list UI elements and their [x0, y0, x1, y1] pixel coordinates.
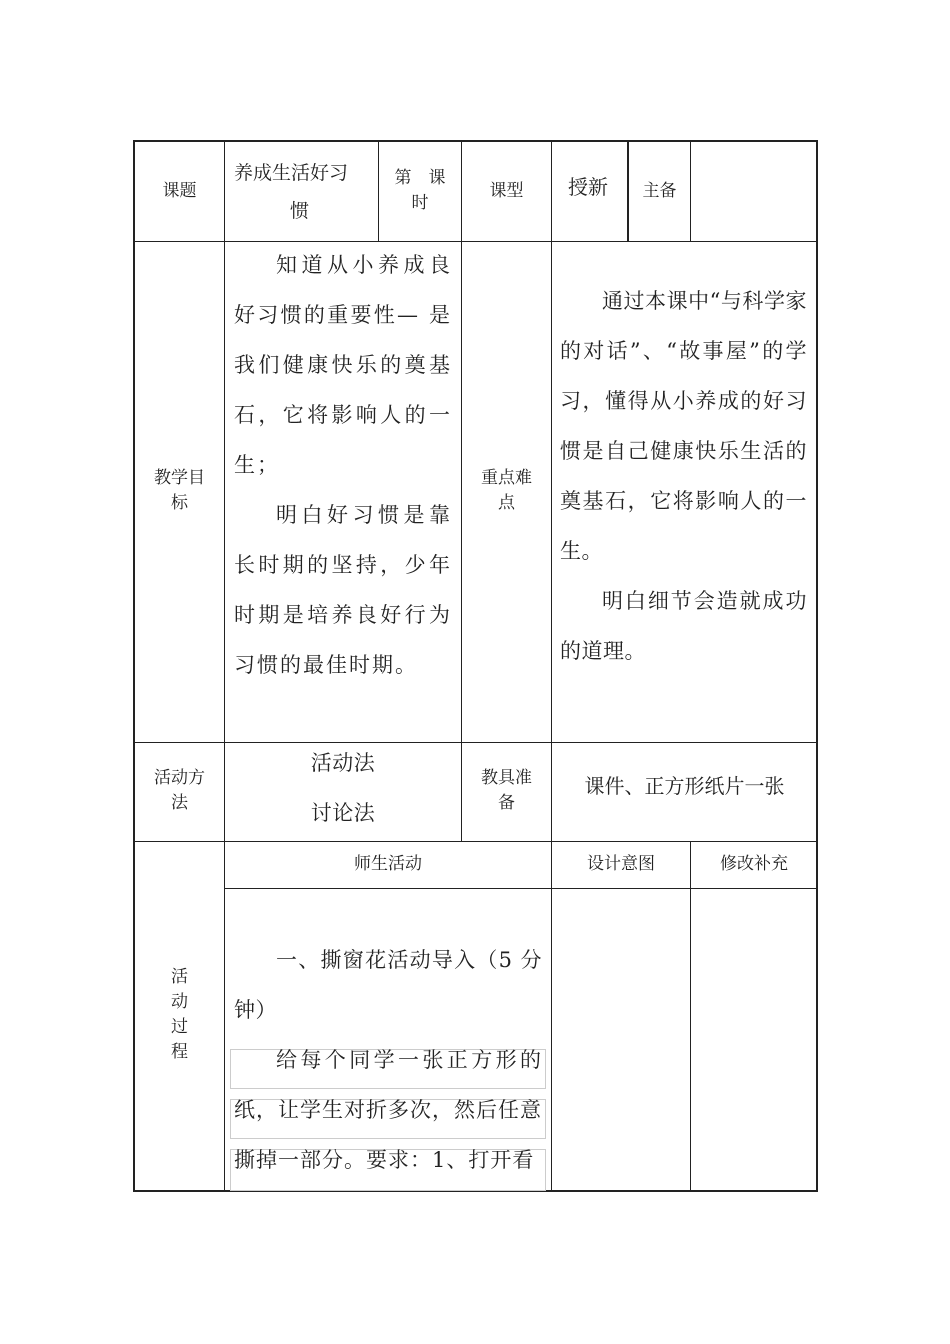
revision-column-header: 修改补充: [720, 854, 788, 874]
method-item: 讨论法: [310, 801, 376, 825]
methods-list: [225, 738, 461, 838]
tools-value: 课件、正方形纸片一张: [584, 774, 785, 798]
goals-label-line: 标: [171, 493, 188, 513]
process-label-char: 活: [171, 967, 188, 987]
type-label: 课型: [489, 181, 524, 201]
activities-column-header: 师生活动: [354, 854, 422, 874]
key-points-text: [560, 276, 807, 676]
methods-label-line: 法: [171, 793, 188, 813]
tools-label-line: 备: [498, 793, 515, 813]
process-label-char: 程: [171, 1042, 188, 1062]
period-label: [379, 166, 461, 216]
goals-paragraph: 明白好习惯是靠长时期的坚持，少年时期是培养良好行为习惯的最佳时期。: [234, 503, 452, 677]
design-column-header: 设计意图: [587, 854, 655, 874]
topic-value: [234, 148, 374, 236]
process-activities-text: [234, 935, 542, 1185]
method-item: 活动法: [310, 751, 376, 775]
process-paragraph: 给每个同学一张正方形的纸，让学生对折多次，然后任意撕掉一部分。要求：1、打开看: [234, 1048, 542, 1172]
period-line: 时: [411, 193, 429, 213]
methods-label: [135, 766, 224, 816]
goals-text: [234, 240, 452, 690]
type-value: 授新: [568, 175, 608, 199]
tools-label-line: 教具准: [481, 768, 532, 788]
preparer-label: 主备: [642, 181, 677, 201]
goals-label-line: 教学目: [154, 468, 205, 488]
process-label: [135, 965, 224, 1065]
tools-label: [462, 766, 551, 816]
row-divider: [225, 888, 817, 889]
column-divider: [224, 142, 225, 1190]
key-points-label-line: 点: [498, 493, 515, 513]
process-label-char: 动: [171, 992, 188, 1012]
key-points-paragraph: 通过本课中“与科学家的对话”、“故事屋”的学习，懂得从小养成的好习惯是自己健康快乐生活的奠基石，它将影响人的一生。: [560, 289, 807, 563]
goals-label: [135, 466, 224, 516]
column-divider: [551, 142, 552, 1190]
topic-label: 课题: [162, 181, 197, 201]
methods-label-line: 活动方: [154, 768, 205, 788]
topic-line: 养成生活好习: [234, 162, 349, 184]
column-divider: [690, 842, 691, 1190]
key-points-paragraph: 明白细节会造就成功的道理。: [560, 589, 807, 663]
column-divider: [690, 142, 691, 242]
process-label-char: 过: [171, 1017, 188, 1037]
key-points-label-line: 重点难: [481, 468, 532, 488]
row-divider: [135, 841, 817, 842]
key-points-label: [462, 466, 551, 516]
goals-paragraph: 知道从小养成良好习惯的重要性— 是我们健康快乐的奠基石，它将影响人的一生；: [234, 253, 452, 477]
process-section-title: 一、撕窗花活动导入（5 分钟）: [234, 948, 542, 1022]
topic-line: 惯: [290, 200, 310, 222]
period-line: 第 课: [394, 168, 446, 188]
